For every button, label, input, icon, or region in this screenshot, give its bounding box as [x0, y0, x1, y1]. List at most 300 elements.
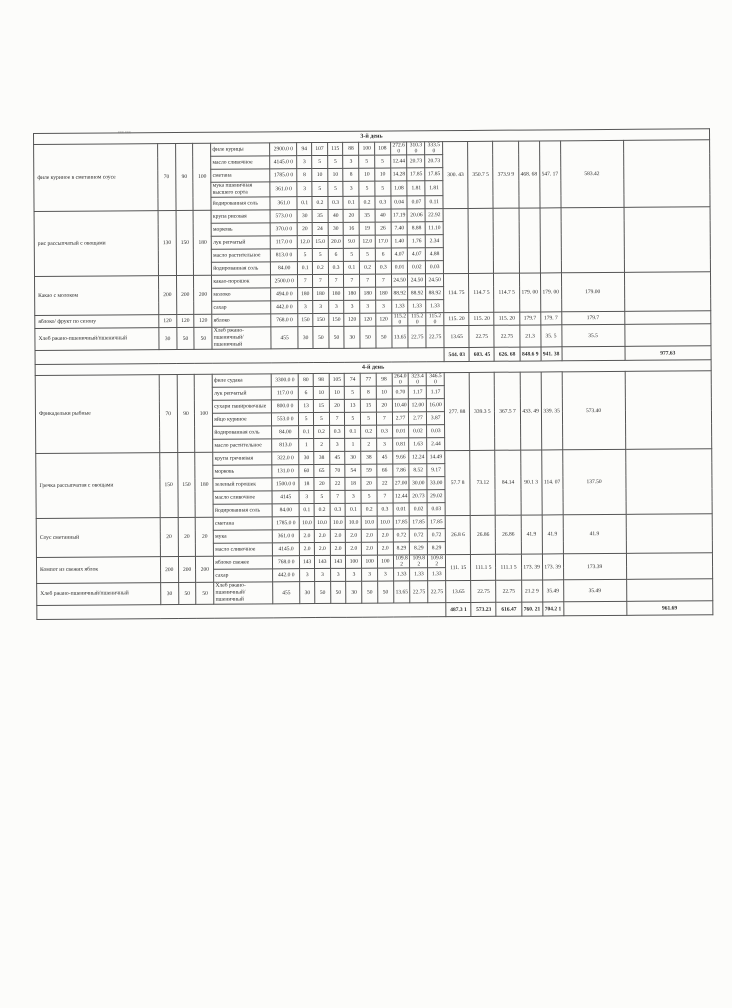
day-total-final: 977.63 — [625, 346, 712, 361]
ingredient-quantity: 10 — [376, 386, 392, 399]
ingredient-quantity: 15 — [361, 399, 377, 412]
ingredient-quantity: 0.2 — [361, 503, 377, 516]
dish-total: 21.2 9 — [521, 580, 542, 602]
ingredient-quantity: 3 — [315, 568, 331, 581]
header-mark: xxx xxx — [117, 129, 132, 135]
ingredient-cost: 264.0 0 — [392, 373, 409, 386]
menu-sheet — [33, 128, 713, 620]
dish-total: 41.9 — [542, 515, 563, 554]
ingredient-quantity: 180 — [344, 287, 360, 300]
ingredient-quantity: 100 — [377, 555, 393, 568]
ingredient-cost: 27.00 — [393, 477, 410, 490]
ingredient-cost: 109.82 — [410, 555, 428, 568]
dish-total: 468. 68 — [518, 141, 539, 208]
ingredient-cost: 33.00 — [427, 477, 445, 490]
ingredient-price: 361.0 — [270, 197, 297, 210]
day-total: 603. 45 — [469, 347, 494, 361]
ingredient-quantity: 5 — [344, 248, 360, 261]
ingredient-quantity: 3 — [376, 300, 392, 313]
ingredient-quantity: 180 — [328, 287, 344, 300]
ingredient-quantity: 50 — [315, 581, 331, 603]
ingredient-price: 553.0 0 — [272, 413, 299, 426]
ingredient-quantity: 2.0 — [330, 542, 346, 555]
ingredient-cost: 0.72 — [393, 529, 410, 542]
ingredient-cost: 24.50 — [408, 274, 426, 287]
dish-total: 350.7 5 — [468, 141, 494, 208]
ingredient-quantity: 0.3 — [375, 196, 391, 209]
ingredient-name: масло растительное — [213, 439, 272, 452]
ingredient-cost: 323.40 — [409, 373, 427, 386]
dish-name: Компот из свежих яблок — [36, 557, 160, 584]
ingredient-quantity: 30 — [299, 452, 314, 465]
ingredient-quantity: 50 — [330, 581, 346, 603]
ingredient-quantity: 19 — [359, 222, 375, 235]
ingredient-name: мука пшеничная высшего сорта — [211, 182, 270, 197]
dish-total: 179. 7 — [540, 312, 561, 325]
dish-total: 84.14 — [495, 450, 521, 515]
ingredient-quantity: 2.0 — [361, 529, 377, 542]
ingredient-cost: 1.33 — [391, 300, 408, 313]
dish-total: 547. 17 — [539, 141, 560, 208]
ingredient-cost: 17.19 — [391, 209, 408, 222]
ingredient-quantity: 10 — [328, 168, 344, 181]
ingredient-quantity: 30 — [328, 222, 344, 235]
ingredient-cost: 0.04 — [391, 196, 408, 209]
ingredient-quantity: 2.0 — [314, 529, 330, 542]
day-total: 704.2 1 — [542, 602, 563, 616]
ingredient-name: йодированная соль — [212, 262, 271, 275]
day-total: 573.23 — [471, 602, 496, 616]
ingredient-price: 361.0 0 — [270, 182, 297, 197]
ingredient-cost: 109.82 — [428, 555, 446, 568]
dish-output-2: 150 — [177, 452, 195, 517]
ingredient-cost: 115.20 — [408, 313, 426, 326]
dish-total: 22.75 — [471, 580, 496, 602]
ingredient-quantity: 120 — [344, 313, 360, 326]
ingredient-quantity: 18 — [299, 478, 314, 491]
ingredient-quantity: 10.0 — [314, 516, 330, 529]
ingredient-price: 573.0 0 — [270, 210, 297, 223]
ingredient-quantity: 0.2 — [312, 196, 328, 209]
dish-output-3: 50 — [196, 582, 214, 604]
dish-total: 111.1 5 — [496, 554, 521, 580]
dish-output-2: 50 — [177, 327, 195, 349]
ingredient-cost: 0.72 — [428, 529, 446, 542]
ingredient-quantity: 45 — [329, 451, 345, 464]
ingredient-quantity: 3 — [328, 300, 344, 313]
ingredient-cost: 1.33 — [410, 568, 428, 581]
ingredient-quantity: 6 — [299, 387, 314, 400]
ingredient-name: сухари панировочные — [213, 400, 272, 413]
ingredient-quantity: 20 — [361, 477, 377, 490]
ingredient-quantity: 5 — [375, 181, 391, 196]
ingredient-price: 4145.0 0 — [270, 156, 297, 169]
ingredient-quantity: 2 — [361, 438, 377, 451]
ingredient-quantity: 2.0 — [377, 529, 393, 542]
dish-total: 339. 35 — [541, 372, 563, 450]
ingredient-quantity: 2.0 — [314, 542, 330, 555]
ingredient-cost: 20.73 — [425, 155, 443, 168]
dish-name: рис рассыпчатый с овощами — [34, 211, 158, 277]
day-total: 626. 68 — [494, 347, 519, 361]
dish-total: 111. 15 — [446, 554, 471, 580]
ingredient-quantity: 180 — [313, 287, 329, 300]
ingredient-name: лук репчатый — [213, 387, 272, 400]
ingredient-price: 2900.0 0 — [270, 143, 297, 156]
empty-cell — [562, 346, 625, 360]
ingredient-cost: 310.30 — [407, 142, 425, 155]
ingredient-quantity: 100 — [362, 555, 378, 568]
ingredient-quantity: 10.0 — [300, 517, 315, 530]
ingredient-cost: 1.63 — [409, 438, 427, 451]
dish-total: 114.7 5 — [494, 273, 519, 312]
ingredient-quantity: 10.0 — [330, 516, 346, 529]
dish-total: 26.8 6 — [445, 515, 470, 554]
ingredient-quantity: 0.1 — [297, 197, 312, 210]
ingredient-cost: 2.44 — [427, 438, 445, 451]
dish-total: 57.7 8 — [445, 450, 471, 515]
ingredient-quantity: 5 — [312, 155, 328, 168]
empty-cell — [624, 207, 711, 273]
ingredient-cost: 109.8 2 — [393, 555, 410, 568]
ingredient-price: 84.00 — [272, 426, 299, 439]
dish-total-final: 41.9 — [563, 514, 626, 553]
ingredient-price: 1785.0 0 — [270, 169, 297, 182]
ingredient-quantity: 30 — [346, 581, 362, 603]
dish-total-final: 179.7 — [561, 311, 624, 324]
ingredient-quantity: 59 — [361, 464, 377, 477]
ingredient-cost: 22.75 — [408, 326, 426, 348]
ingredient-cost: 1.81 — [407, 181, 425, 196]
ingredient-name: Хлеб ржано-пшеничный/пшеничный — [212, 327, 271, 349]
ingredient-quantity: 100 — [346, 555, 362, 568]
ingredient-price: 117.0 0 — [270, 236, 297, 249]
ingredient-quantity: 3 — [362, 568, 378, 581]
dish-name: Соус сметанный — [36, 518, 160, 558]
ingredient-cost: 30.00 — [409, 477, 427, 490]
ingredient-quantity: 15 — [313, 399, 329, 412]
ingredient-quantity: 0.1 — [343, 196, 359, 209]
dish-total: 300. 43 — [443, 141, 469, 208]
ingredient-quantity: 10 — [375, 168, 391, 181]
dish-output-3: 100 — [193, 143, 211, 210]
ingredient-quantity: 7 — [377, 490, 393, 503]
ingredient-cost: 0.02 — [408, 261, 426, 274]
ingredient-quantity: 98 — [313, 373, 329, 386]
dish-total: 115. 20 — [494, 312, 519, 325]
ingredient-cost: 0.01 — [393, 503, 410, 516]
ingredient-cost: 272.6 0 — [390, 142, 407, 155]
dish-total-final: 173.39 — [563, 553, 626, 579]
ingredient-price: 4145 — [272, 491, 299, 504]
ingredient-name: йодированная соль — [213, 426, 272, 439]
ingredient-quantity: 3 — [377, 568, 393, 581]
ingredient-cost: 0.03 — [427, 503, 445, 516]
ingredient-cost: 9.66 — [392, 451, 409, 464]
ingredient-quantity: 3 — [343, 181, 359, 196]
ingredient-quantity: 7 — [313, 274, 329, 287]
ingredient-cost: 20.73 — [409, 490, 427, 503]
ingredient-cost: 1.08 — [391, 181, 408, 196]
ingredient-quantity: 98 — [376, 373, 392, 386]
dish-name: Хлеб ржано-пшеничный/пшеничный — [35, 328, 159, 351]
ingredient-quantity: 77 — [360, 373, 376, 386]
dish-output-3: 200 — [196, 556, 214, 582]
ingredient-quantity: 5 — [327, 155, 343, 168]
ingredient-cost: 22.75 — [426, 326, 444, 348]
dish-output-3: 180 — [194, 210, 212, 275]
ingredient-name: мука — [214, 530, 273, 543]
ingredient-cost: 22.75 — [428, 581, 446, 603]
ingredient-name: молоко — [212, 288, 271, 301]
ingredient-quantity: 107 — [312, 142, 328, 155]
ingredient-quantity: 1 — [345, 438, 361, 451]
dish-total — [540, 208, 561, 273]
ingredient-quantity: 2.0 — [346, 529, 362, 542]
empty-cell — [626, 553, 713, 580]
ingredient-price: 84.00 — [272, 504, 299, 517]
ingredient-quantity: 5 — [312, 248, 328, 261]
ingredient-name: филе судака — [212, 374, 271, 387]
ingredient-cost: 4.88 — [426, 248, 444, 261]
ingredient-cost: 1.17 — [427, 386, 445, 399]
ingredient-name: сметана — [211, 169, 270, 182]
ingredient-quantity: 7 — [298, 275, 313, 288]
ingredient-cost: 4.07 — [408, 248, 426, 261]
ingredient-quantity: 50 — [329, 326, 345, 348]
dish-output-1: 200 — [160, 556, 178, 582]
dish-total: 114. 75 — [444, 273, 469, 312]
ingredient-quantity: 65 — [314, 464, 330, 477]
dish-output-1: 30 — [159, 328, 177, 350]
ingredient-quantity: 35 — [359, 209, 375, 222]
empty-cell — [624, 272, 711, 312]
dish-total: 179.7 — [519, 312, 540, 325]
ingredient-cost: 1.33 — [426, 300, 444, 313]
ingredient-cost: 88.92 — [426, 287, 444, 300]
ingredient-quantity: 20 — [344, 209, 360, 222]
ingredient-price: 442.0 0 — [271, 301, 298, 314]
ingredient-quantity: 0.3 — [377, 425, 393, 438]
ingredient-cost: 0.11 — [425, 196, 443, 209]
ingredient-quantity: 5 — [299, 413, 314, 426]
ingredient-name: масло сливочное — [214, 543, 273, 556]
dish-total-final: 583.42 — [560, 140, 623, 207]
empty-cell — [624, 311, 711, 325]
ingredient-cost: 22.92 — [425, 209, 443, 222]
dish-name: филе куриное в сметанном соусе — [34, 144, 158, 212]
dish-output-2: 20 — [178, 517, 196, 556]
dish-total: 114.7 5 — [469, 273, 494, 312]
ingredient-quantity: 0.3 — [328, 261, 344, 274]
ingredient-name: Хлеб ржано-пшеничный/пшеничный — [214, 582, 273, 604]
ingredient-price: 494.0 0 — [271, 288, 298, 301]
ingredient-cost: 14.28 — [390, 168, 407, 181]
ingredient-cost: 12.24 — [409, 451, 427, 464]
ingredient-quantity: 5 — [345, 386, 361, 399]
ingredient-quantity: 3 — [300, 569, 315, 582]
ingredient-price: 455 — [271, 327, 298, 349]
ingredient-price: 813.0 — [272, 439, 299, 452]
ingredient-quantity: 150 — [313, 313, 329, 326]
day-total: 544. 03 — [444, 347, 469, 361]
dish-total: 373.9 9 — [493, 141, 519, 208]
ingredient-quantity: 5 — [360, 248, 376, 261]
ingredient-quantity: 0.1 — [344, 261, 360, 274]
ingredient-quantity: 5 — [314, 490, 330, 503]
ingredient-quantity: 7 — [360, 274, 376, 287]
ingredient-quantity: 8 — [297, 169, 312, 182]
dish-total: 179. 00 — [540, 273, 561, 312]
ingredient-name: масло растительное — [212, 249, 271, 262]
ingredient-cost: 346.50 — [426, 373, 444, 386]
dish-total: 339.3 5 — [469, 372, 495, 450]
ingredient-quantity: 150 — [329, 313, 345, 326]
ingredient-cost: 4.07 — [391, 248, 408, 261]
ingredient-quantity: 18 — [345, 477, 361, 490]
ingredient-quantity: 5 — [328, 181, 344, 196]
ingredient-quantity: 3 — [297, 182, 312, 197]
ingredient-quantity: 115 — [327, 142, 343, 155]
ingredient-quantity: 2.0 — [300, 530, 315, 543]
ingredient-name: морковь — [211, 223, 270, 236]
ingredient-quantity: 13 — [345, 399, 361, 412]
ingredient-quantity: 0.1 — [346, 503, 362, 516]
ingredient-cost: 17.85 — [425, 168, 443, 181]
ingredient-name: масло сливочное — [211, 156, 270, 169]
ingredient-quantity: 105 — [329, 373, 345, 386]
ingredient-name: яблоко — [212, 314, 271, 327]
ingredient-price: 813.0 0 — [270, 249, 297, 262]
dish-output-2: 90 — [177, 374, 195, 452]
ingredient-price: 3300.0 0 — [271, 374, 298, 387]
dish-total — [443, 208, 469, 273]
dish-output-1: 70 — [157, 144, 175, 211]
dish-name: Фрикадельки рыбные — [35, 375, 159, 454]
ingredient-cost: 0.02 — [410, 503, 428, 516]
ingredient-cost: 333.50 — [425, 142, 443, 155]
ingredient-name: крупа рисовая — [211, 210, 270, 223]
ingredient-price: 800.0 0 — [271, 400, 298, 413]
ingredient-quantity: 5 — [345, 412, 361, 425]
dish-total: 35.49 — [542, 580, 563, 602]
ingredient-cost: 13.65 — [393, 581, 410, 603]
ingredient-quantity: 30 — [344, 326, 360, 348]
ingredient-quantity: 10 — [312, 168, 328, 181]
ingredient-quantity: 143 — [330, 555, 346, 568]
ingredient-quantity: 3 — [344, 300, 360, 313]
ingredient-quantity: 2 — [314, 438, 330, 451]
ingredient-quantity: 6 — [328, 248, 344, 261]
empty-cell — [623, 140, 710, 208]
ingredient-price: 768.0 0 — [273, 556, 300, 569]
ingredient-quantity: 24 — [312, 222, 328, 235]
ingredient-quantity: 50 — [378, 581, 394, 603]
ingredient-cost: 88.92 — [408, 287, 426, 300]
ingredient-quantity: 22 — [377, 477, 393, 490]
day-total: 760. 21 — [521, 602, 542, 616]
ingredient-quantity: 74 — [345, 373, 361, 386]
ingredient-cost: 1.40 — [391, 235, 408, 248]
dish-total — [468, 208, 494, 273]
ingredient-name: зеленый горошек — [213, 478, 272, 491]
ingredient-quantity: 15.0 — [312, 235, 328, 248]
ingredient-cost: 2.77 — [392, 412, 409, 425]
ingredient-quantity: 9.0 — [344, 235, 360, 248]
ingredient-cost: 16.00 — [427, 399, 445, 412]
dish-total: 115. 20 — [444, 312, 469, 325]
ingredient-cost: 1.17 — [409, 386, 427, 399]
ingredient-name: масло сливочное — [213, 491, 272, 504]
day-total: 848.6 9 — [520, 347, 541, 361]
dish-output-3: 50 — [194, 327, 212, 349]
ingredient-quantity: 20 — [314, 477, 330, 490]
dish-output-1: 120 — [159, 315, 177, 328]
ingredient-quantity: 10 — [359, 168, 375, 181]
ingredient-price: 322.0 0 — [272, 452, 299, 465]
ingredient-name: морковь — [213, 465, 272, 478]
ingredient-quantity: 20.0 — [328, 235, 344, 248]
ingredient-cost: 0.07 — [407, 196, 425, 209]
dish-total: 90.1 3 — [520, 450, 541, 515]
ingredient-cost: 1.76 — [408, 235, 426, 248]
ingredient-quantity: 50 — [360, 326, 376, 348]
ingredient-quantity: 2.0 — [330, 529, 346, 542]
ingredient-cost: 115.20 — [426, 313, 444, 326]
ingredient-quantity: 80 — [299, 374, 314, 387]
ingredient-quantity: 2.0 — [377, 542, 393, 555]
dish-total: 115. 20 — [469, 312, 494, 325]
day-total: 616.47 — [496, 602, 521, 616]
ingredient-cost: 0.03 — [427, 425, 445, 438]
dish-total — [519, 208, 540, 273]
ingredient-quantity: 10 — [313, 386, 329, 399]
ingredient-quantity: 88 — [343, 142, 359, 155]
ingredient-name: сахар — [214, 569, 273, 582]
ingredient-cost: 0.81 — [392, 438, 409, 451]
ingredient-quantity: 143 — [300, 556, 315, 569]
ingredient-cost: 22.75 — [410, 581, 428, 603]
dish-total: 22.75 — [469, 325, 494, 347]
day-title: 3-й день — [34, 129, 710, 145]
dish-output-1: 70 — [159, 375, 177, 453]
ingredient-quantity: 30 — [300, 582, 315, 604]
ingredient-quantity: 120 — [376, 313, 392, 326]
dish-total: 26.86 — [496, 515, 521, 554]
empty-cell — [625, 371, 712, 450]
dish-name: Гречка рассыпчатая с овощами — [36, 453, 160, 519]
ingredient-cost: 29.02 — [427, 490, 445, 503]
ingredient-quantity: 16 — [344, 222, 360, 235]
ingredient-cost: 1.81 — [425, 181, 443, 196]
ingredient-quantity: 5 — [361, 412, 377, 425]
ingredient-quantity: 180 — [376, 287, 392, 300]
ingredient-quantity: 3 — [329, 438, 345, 451]
ingredient-cost: 8.29 — [428, 542, 446, 555]
ingredient-quantity: 108 — [375, 142, 391, 155]
ingredient-quantity: 38 — [361, 451, 377, 464]
dish-total — [494, 208, 520, 273]
ingredient-cost: 7.86 — [393, 464, 410, 477]
dish-total-final: 573.40 — [562, 371, 625, 449]
ingredient-quantity: 7 — [330, 490, 346, 503]
day-title: 4-й день — [35, 360, 711, 376]
ingredient-price: 117.0 0 — [271, 387, 298, 400]
dish-total-final — [561, 207, 624, 272]
ingredient-cost: 12.44 — [390, 155, 407, 168]
dish-total-final: 179.00 — [561, 272, 624, 311]
ingredient-quantity: 50 — [376, 326, 392, 348]
